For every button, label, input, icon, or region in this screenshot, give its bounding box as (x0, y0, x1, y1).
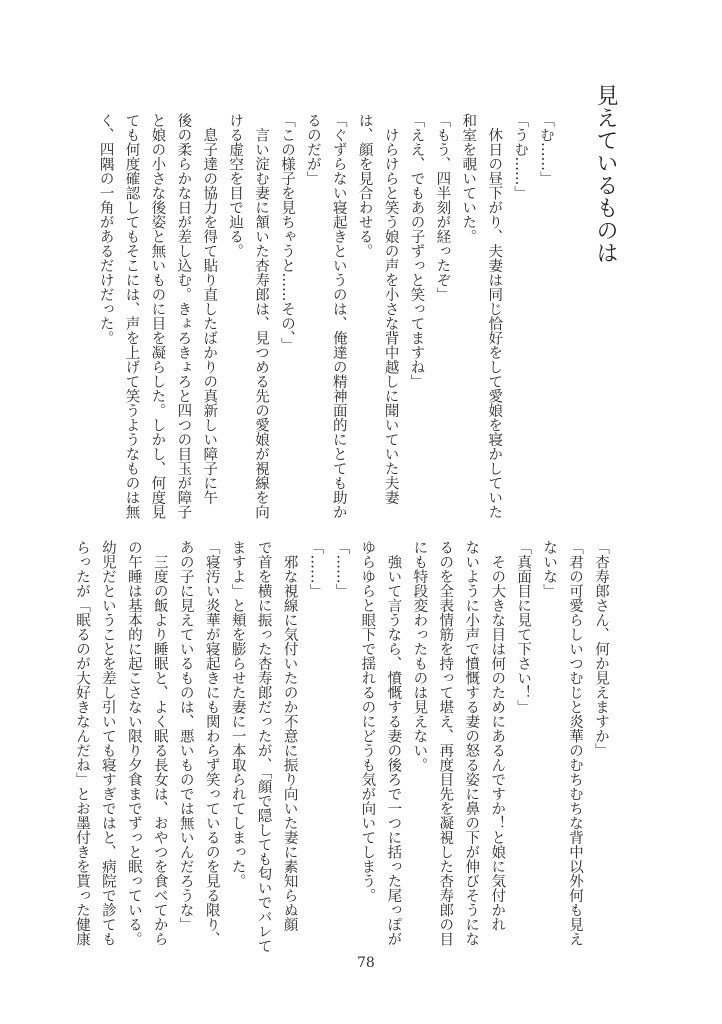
text-line: ゆらゆらと眼下で揺れるのにどうも気が向いてしまう。 (359, 540, 376, 903)
text-line: その大きな目は何のためにあるんですか！と娘に気付かれ (489, 540, 506, 932)
text-line: 「む……」 (538, 113, 554, 186)
text-line: 後の柔らかな日が差し込む。きょろきょろと四つの目玉が障子 (175, 113, 192, 519)
text-line: と娘の小さな後姿と無いものに目を凝らした。しかし、何度見 (149, 113, 166, 519)
text-line: 「真面目に見て下さい！」 (515, 540, 532, 714)
text-line: 息子達の協力を得て貼り直したばかりの真新しい障子に午 (201, 113, 218, 505)
text-line: 「ええ、でもあの子ずっと笑ってますね」 (408, 113, 425, 389)
text-line: 幼児だということを差し引いても寝すぎではと、病院で診ても (99, 540, 116, 946)
text-line: るのを全表情筋を持って堪え、再度目先を凝視した杏寿郎の目 (437, 540, 454, 946)
text-line: の午睡は基本的に起こさない限り夕食までずっと眠っている。 (125, 540, 142, 946)
text-line: 言い淀む妻に頷いた杏寿郎は、見つめる先の愛娘が視線を向 (253, 113, 270, 519)
text-line: 強いて言うなら、憤慨する妻の後ろで一つに括った尾っぽが (385, 540, 402, 946)
text-line: で首を横に振った杏寿郎だったが、「顔で隠しても匂いでバレて (255, 540, 272, 954)
text-line: 「ぐずらない寝起きというのは、俺達の精神面的にとても助か (330, 113, 347, 519)
text-line: 「もう、四半刻が経ったぞ」 (434, 113, 451, 302)
text-line: るのだが」 (304, 113, 321, 186)
text-line: ても何度確認してもそこには、声を上げて笑うようなものは無 (123, 113, 140, 519)
text-line: ける虚空を目で辿る。 (227, 113, 244, 258)
text-line: 和室を覗いていた。 (460, 113, 477, 244)
upper-text-block (92, 113, 558, 519)
page-number: 78 (357, 955, 375, 971)
text-line: ないように小声で憤慨する妻の怒る姿に鼻の下が伸びそうにな (463, 540, 480, 946)
text-line: ますよ」と頬を膨らせた妻に一本取られてしまった。 (229, 540, 246, 888)
text-line: にも特段変わったものは見えない。 (411, 540, 428, 772)
text-line: 三度の飯より睡眠と、よく眠る長女は、おやつを食べてから (151, 540, 168, 946)
text-line: く、四隅の一角があるだけだった。 (97, 113, 114, 345)
text-line: は、顔を見合わせる。 (356, 113, 373, 258)
text-line: 「うむ……」 (512, 113, 529, 200)
text-line: ないな」 (541, 540, 558, 598)
chapter-title: 見えているものは (593, 84, 618, 264)
text-line: らったが「眠るのが大好きなんだね」とお墨付きを貰った健康 (73, 540, 90, 946)
text-line: 「……」 (333, 540, 350, 598)
text-line: 「……」 (307, 540, 324, 598)
text-line: けらけらと笑う娘の声を小さな背中越しに聞いていた夫妻 (382, 113, 399, 505)
text-line: 休日の昼下がり、夫妻は同じ恰好をして愛娘を寝かしていた (486, 113, 503, 519)
text-line: 「寝汚い炎華が寝起きにも関わらず笑っているのを見る限り、 (203, 540, 220, 946)
text-line: 「君の可愛らしいつむじと炎華のむちむちな背中以外何も見え (567, 540, 584, 946)
text-line: 「この様子を見ちゃうと……その、」 (278, 113, 295, 353)
text-line: 「杏寿郎さん、何か見えますか」 (593, 540, 609, 758)
lower-text-block (68, 540, 613, 954)
text-line: 邪な視線に気付いたのか不意に振り向いた妻に素知らぬ顔 (281, 540, 298, 932)
text-line: あの子に見えているものは、悪いものでは無いんだろうな」 (177, 540, 194, 932)
